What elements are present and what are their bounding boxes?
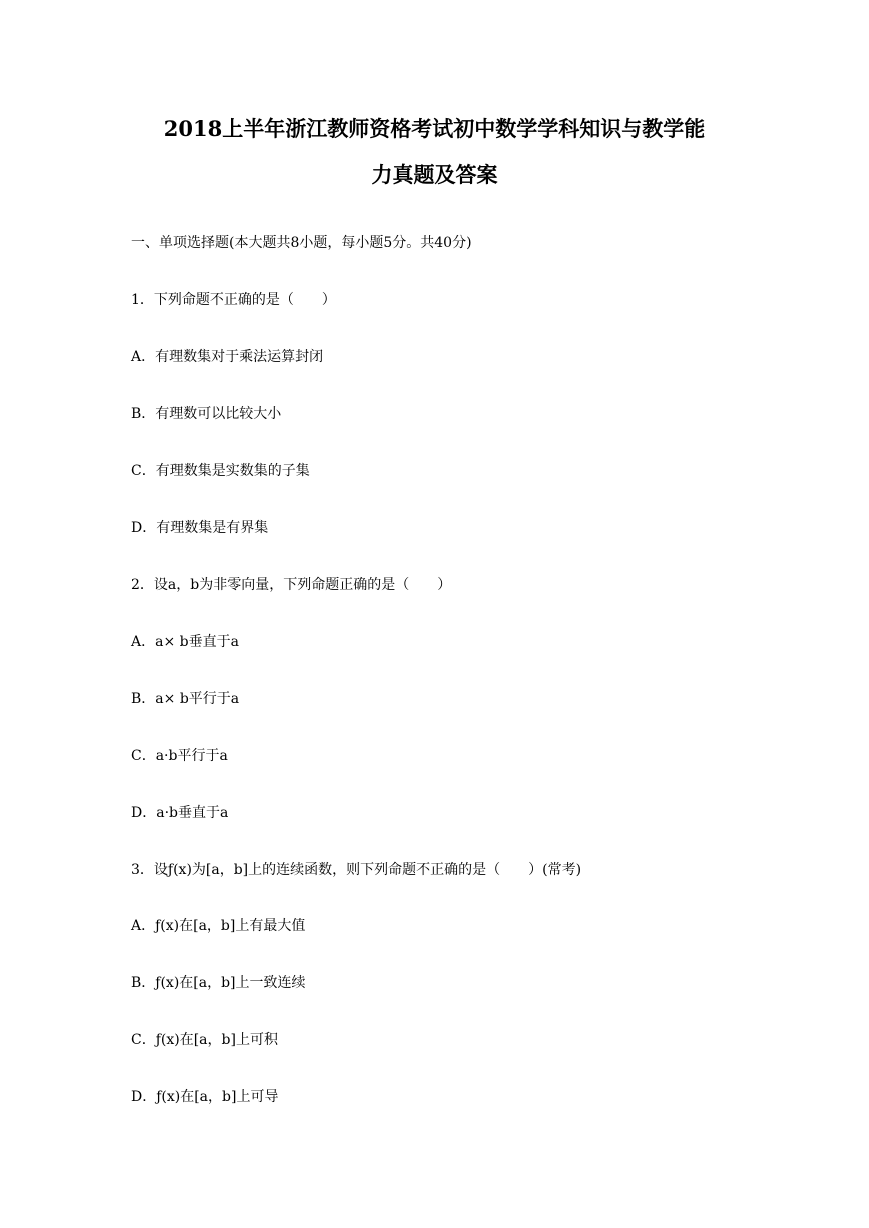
question-1-option-d: D．有理数集是有界集 bbox=[131, 520, 269, 536]
question-2-option-a: A．a× b垂直于a bbox=[131, 634, 239, 650]
question-3-stem: 3．设ƒ(x)为[a，b]上的连续函数，则下列命题不正确的是（ ）(常考) bbox=[131, 862, 582, 878]
question-1-option-b: B．有理数可以比较大小 bbox=[131, 406, 282, 422]
document-title-line-2: 力真题及答案 bbox=[371, 162, 498, 187]
question-3-option-b: B．ƒ(x)在[a，b]上一致连续 bbox=[131, 975, 306, 991]
question-1-option-c: C．有理数集是实数集的子集 bbox=[131, 463, 310, 479]
question-2-option-d: D．a·b垂直于a bbox=[131, 805, 229, 821]
document-title-line-1: 2018上半年浙江教师资格考试初中数学学科知识与教学能 bbox=[163, 116, 706, 141]
question-2-option-c: C．a·b平行于a bbox=[131, 748, 228, 764]
section-heading: 一、单项选择题(本大题共8小题，每小题5分。共40分) bbox=[131, 235, 472, 251]
question-1-option-a: A．有理数集对于乘法运算封闭 bbox=[131, 349, 324, 365]
question-3-option-c: C．ƒ(x)在[a，b]上可积 bbox=[131, 1032, 278, 1048]
question-2-stem: 2．设a，b为非零向量，下列命题正确的是（ ） bbox=[131, 577, 452, 593]
question-3-option-d: D．ƒ(x)在[a，b]上可导 bbox=[131, 1089, 279, 1105]
question-3-option-a: A．ƒ(x)在[a，b]上有最大值 bbox=[131, 918, 306, 934]
question-1-stem: 1．下列命题不正确的是（ ） bbox=[131, 292, 336, 308]
question-2-option-b: B．a× b平行于a bbox=[131, 691, 240, 707]
